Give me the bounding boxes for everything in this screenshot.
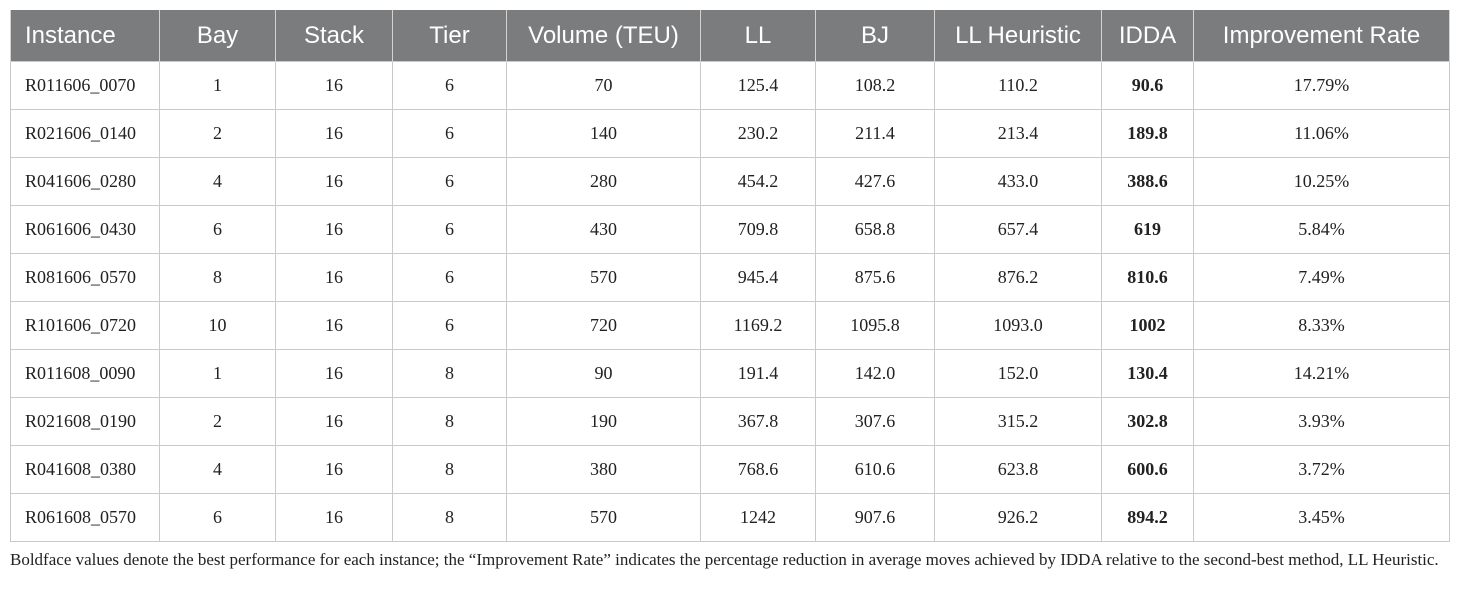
cell-ll-heuristic: 213.4 [935, 110, 1102, 158]
table-row [11, 494, 1450, 542]
cell-stack: 16 [276, 254, 393, 302]
cell-instance: R101606_0720 [11, 302, 160, 350]
cell-tier: 8 [393, 398, 507, 446]
cell-bj: 427.6 [816, 158, 935, 206]
cell-volume: 190 [507, 398, 701, 446]
cell-volume: 570 [507, 254, 701, 302]
cell-bj: 610.6 [816, 446, 935, 494]
cell-ll-heuristic: 876.2 [935, 254, 1102, 302]
cell-tier: 6 [393, 302, 507, 350]
cell-ll-heuristic: 110.2 [935, 62, 1102, 110]
cell-stack: 16 [276, 398, 393, 446]
cell-improvement-rate: 10.25% [1194, 158, 1450, 206]
cell-ll: 945.4 [701, 254, 816, 302]
cell-ll: 125.4 [701, 62, 816, 110]
cell-instance: R081606_0570 [11, 254, 160, 302]
cell-instance: R011608_0090 [11, 350, 160, 398]
cell-instance: R041606_0280 [11, 158, 160, 206]
cell-idda: 302.8 [1102, 398, 1194, 446]
cell-stack: 16 [276, 62, 393, 110]
cell-idda: 894.2 [1102, 494, 1194, 542]
col-header-tier: Tier [393, 10, 507, 62]
cell-bay: 1 [160, 350, 276, 398]
cell-ll: 768.6 [701, 446, 816, 494]
col-header-improvement-rate: Improvement Rate [1194, 10, 1450, 62]
cell-bay: 6 [160, 206, 276, 254]
cell-volume: 570 [507, 494, 701, 542]
cell-improvement-rate: 7.49% [1194, 254, 1450, 302]
cell-instance: R021606_0140 [11, 110, 160, 158]
cell-bay: 2 [160, 110, 276, 158]
cell-idda: 130.4 [1102, 350, 1194, 398]
cell-improvement-rate: 3.93% [1194, 398, 1450, 446]
col-header-stack: Stack [276, 10, 393, 62]
table-row [11, 398, 1450, 446]
cell-bj: 307.6 [816, 398, 935, 446]
cell-ll: 1242 [701, 494, 816, 542]
cell-volume: 140 [507, 110, 701, 158]
table-row [11, 350, 1450, 398]
cell-stack: 16 [276, 206, 393, 254]
cell-bay: 6 [160, 494, 276, 542]
cell-volume: 70 [507, 62, 701, 110]
cell-bj: 1095.8 [816, 302, 935, 350]
cell-instance: R011606_0070 [11, 62, 160, 110]
table-row [11, 302, 1450, 350]
cell-instance: R061608_0570 [11, 494, 160, 542]
cell-idda: 189.8 [1102, 110, 1194, 158]
table-footnote: Boldface values denote the best performance for each instance; the “Improvement Rate” indicates the percentage reduction in average moves achieved by IDDA relative to the second-best method, LL Heuristic. [10, 550, 1439, 569]
cell-bj: 108.2 [816, 62, 935, 110]
col-header-volume: Volume (TEU) [507, 10, 701, 62]
table-row [11, 254, 1450, 302]
cell-improvement-rate: 3.72% [1194, 446, 1450, 494]
cell-bay: 10 [160, 302, 276, 350]
cell-bay: 4 [160, 446, 276, 494]
results-table-container [10, 10, 1449, 542]
cell-tier: 6 [393, 206, 507, 254]
cell-tier: 8 [393, 350, 507, 398]
cell-volume: 280 [507, 158, 701, 206]
cell-volume: 430 [507, 206, 701, 254]
table-row [11, 206, 1450, 254]
cell-improvement-rate: 5.84% [1194, 206, 1450, 254]
cell-bj: 875.6 [816, 254, 935, 302]
cell-tier: 6 [393, 62, 507, 110]
cell-ll-heuristic: 657.4 [935, 206, 1102, 254]
cell-tier: 8 [393, 446, 507, 494]
col-header-bay: Bay [160, 10, 276, 62]
cell-bay: 1 [160, 62, 276, 110]
cell-ll: 191.4 [701, 350, 816, 398]
col-header-ll-heuristic: LL Heuristic [935, 10, 1102, 62]
cell-bj: 907.6 [816, 494, 935, 542]
cell-ll-heuristic: 152.0 [935, 350, 1102, 398]
table-row [11, 62, 1450, 110]
cell-improvement-rate: 14.21% [1194, 350, 1450, 398]
cell-tier: 6 [393, 110, 507, 158]
cell-volume: 380 [507, 446, 701, 494]
cell-stack: 16 [276, 110, 393, 158]
cell-ll: 367.8 [701, 398, 816, 446]
cell-instance: R061606_0430 [11, 206, 160, 254]
cell-tier: 8 [393, 494, 507, 542]
cell-ll-heuristic: 315.2 [935, 398, 1102, 446]
col-header-instance: Instance [11, 10, 160, 62]
col-header-ll: LL [701, 10, 816, 62]
cell-tier: 6 [393, 254, 507, 302]
cell-idda: 1002 [1102, 302, 1194, 350]
cell-ll-heuristic: 1093.0 [935, 302, 1102, 350]
table-body [11, 62, 1450, 542]
table-row [11, 446, 1450, 494]
cell-improvement-rate: 11.06% [1194, 110, 1450, 158]
cell-improvement-rate: 3.45% [1194, 494, 1450, 542]
table-row [11, 110, 1450, 158]
cell-idda: 619 [1102, 206, 1194, 254]
cell-volume: 720 [507, 302, 701, 350]
header-row [11, 10, 1450, 62]
cell-bay: 8 [160, 254, 276, 302]
cell-stack: 16 [276, 350, 393, 398]
cell-ll: 230.2 [701, 110, 816, 158]
cell-bj: 211.4 [816, 110, 935, 158]
results-table [10, 10, 1450, 542]
cell-idda: 90.6 [1102, 62, 1194, 110]
cell-stack: 16 [276, 494, 393, 542]
cell-bay: 2 [160, 398, 276, 446]
cell-stack: 16 [276, 446, 393, 494]
cell-ll-heuristic: 433.0 [935, 158, 1102, 206]
table-row [11, 158, 1450, 206]
cell-tier: 6 [393, 158, 507, 206]
cell-idda: 810.6 [1102, 254, 1194, 302]
cell-ll-heuristic: 623.8 [935, 446, 1102, 494]
cell-ll: 1169.2 [701, 302, 816, 350]
cell-bay: 4 [160, 158, 276, 206]
cell-improvement-rate: 8.33% [1194, 302, 1450, 350]
cell-improvement-rate: 17.79% [1194, 62, 1450, 110]
cell-ll-heuristic: 926.2 [935, 494, 1102, 542]
cell-instance: R041608_0380 [11, 446, 160, 494]
cell-stack: 16 [276, 302, 393, 350]
cell-bj: 658.8 [816, 206, 935, 254]
cell-ll: 454.2 [701, 158, 816, 206]
cell-idda: 388.6 [1102, 158, 1194, 206]
cell-ll: 709.8 [701, 206, 816, 254]
col-header-bj: BJ [816, 10, 935, 62]
cell-instance: R021608_0190 [11, 398, 160, 446]
cell-volume: 90 [507, 350, 701, 398]
col-header-idda: IDDA [1102, 10, 1194, 62]
cell-stack: 16 [276, 158, 393, 206]
cell-idda: 600.6 [1102, 446, 1194, 494]
cell-bj: 142.0 [816, 350, 935, 398]
